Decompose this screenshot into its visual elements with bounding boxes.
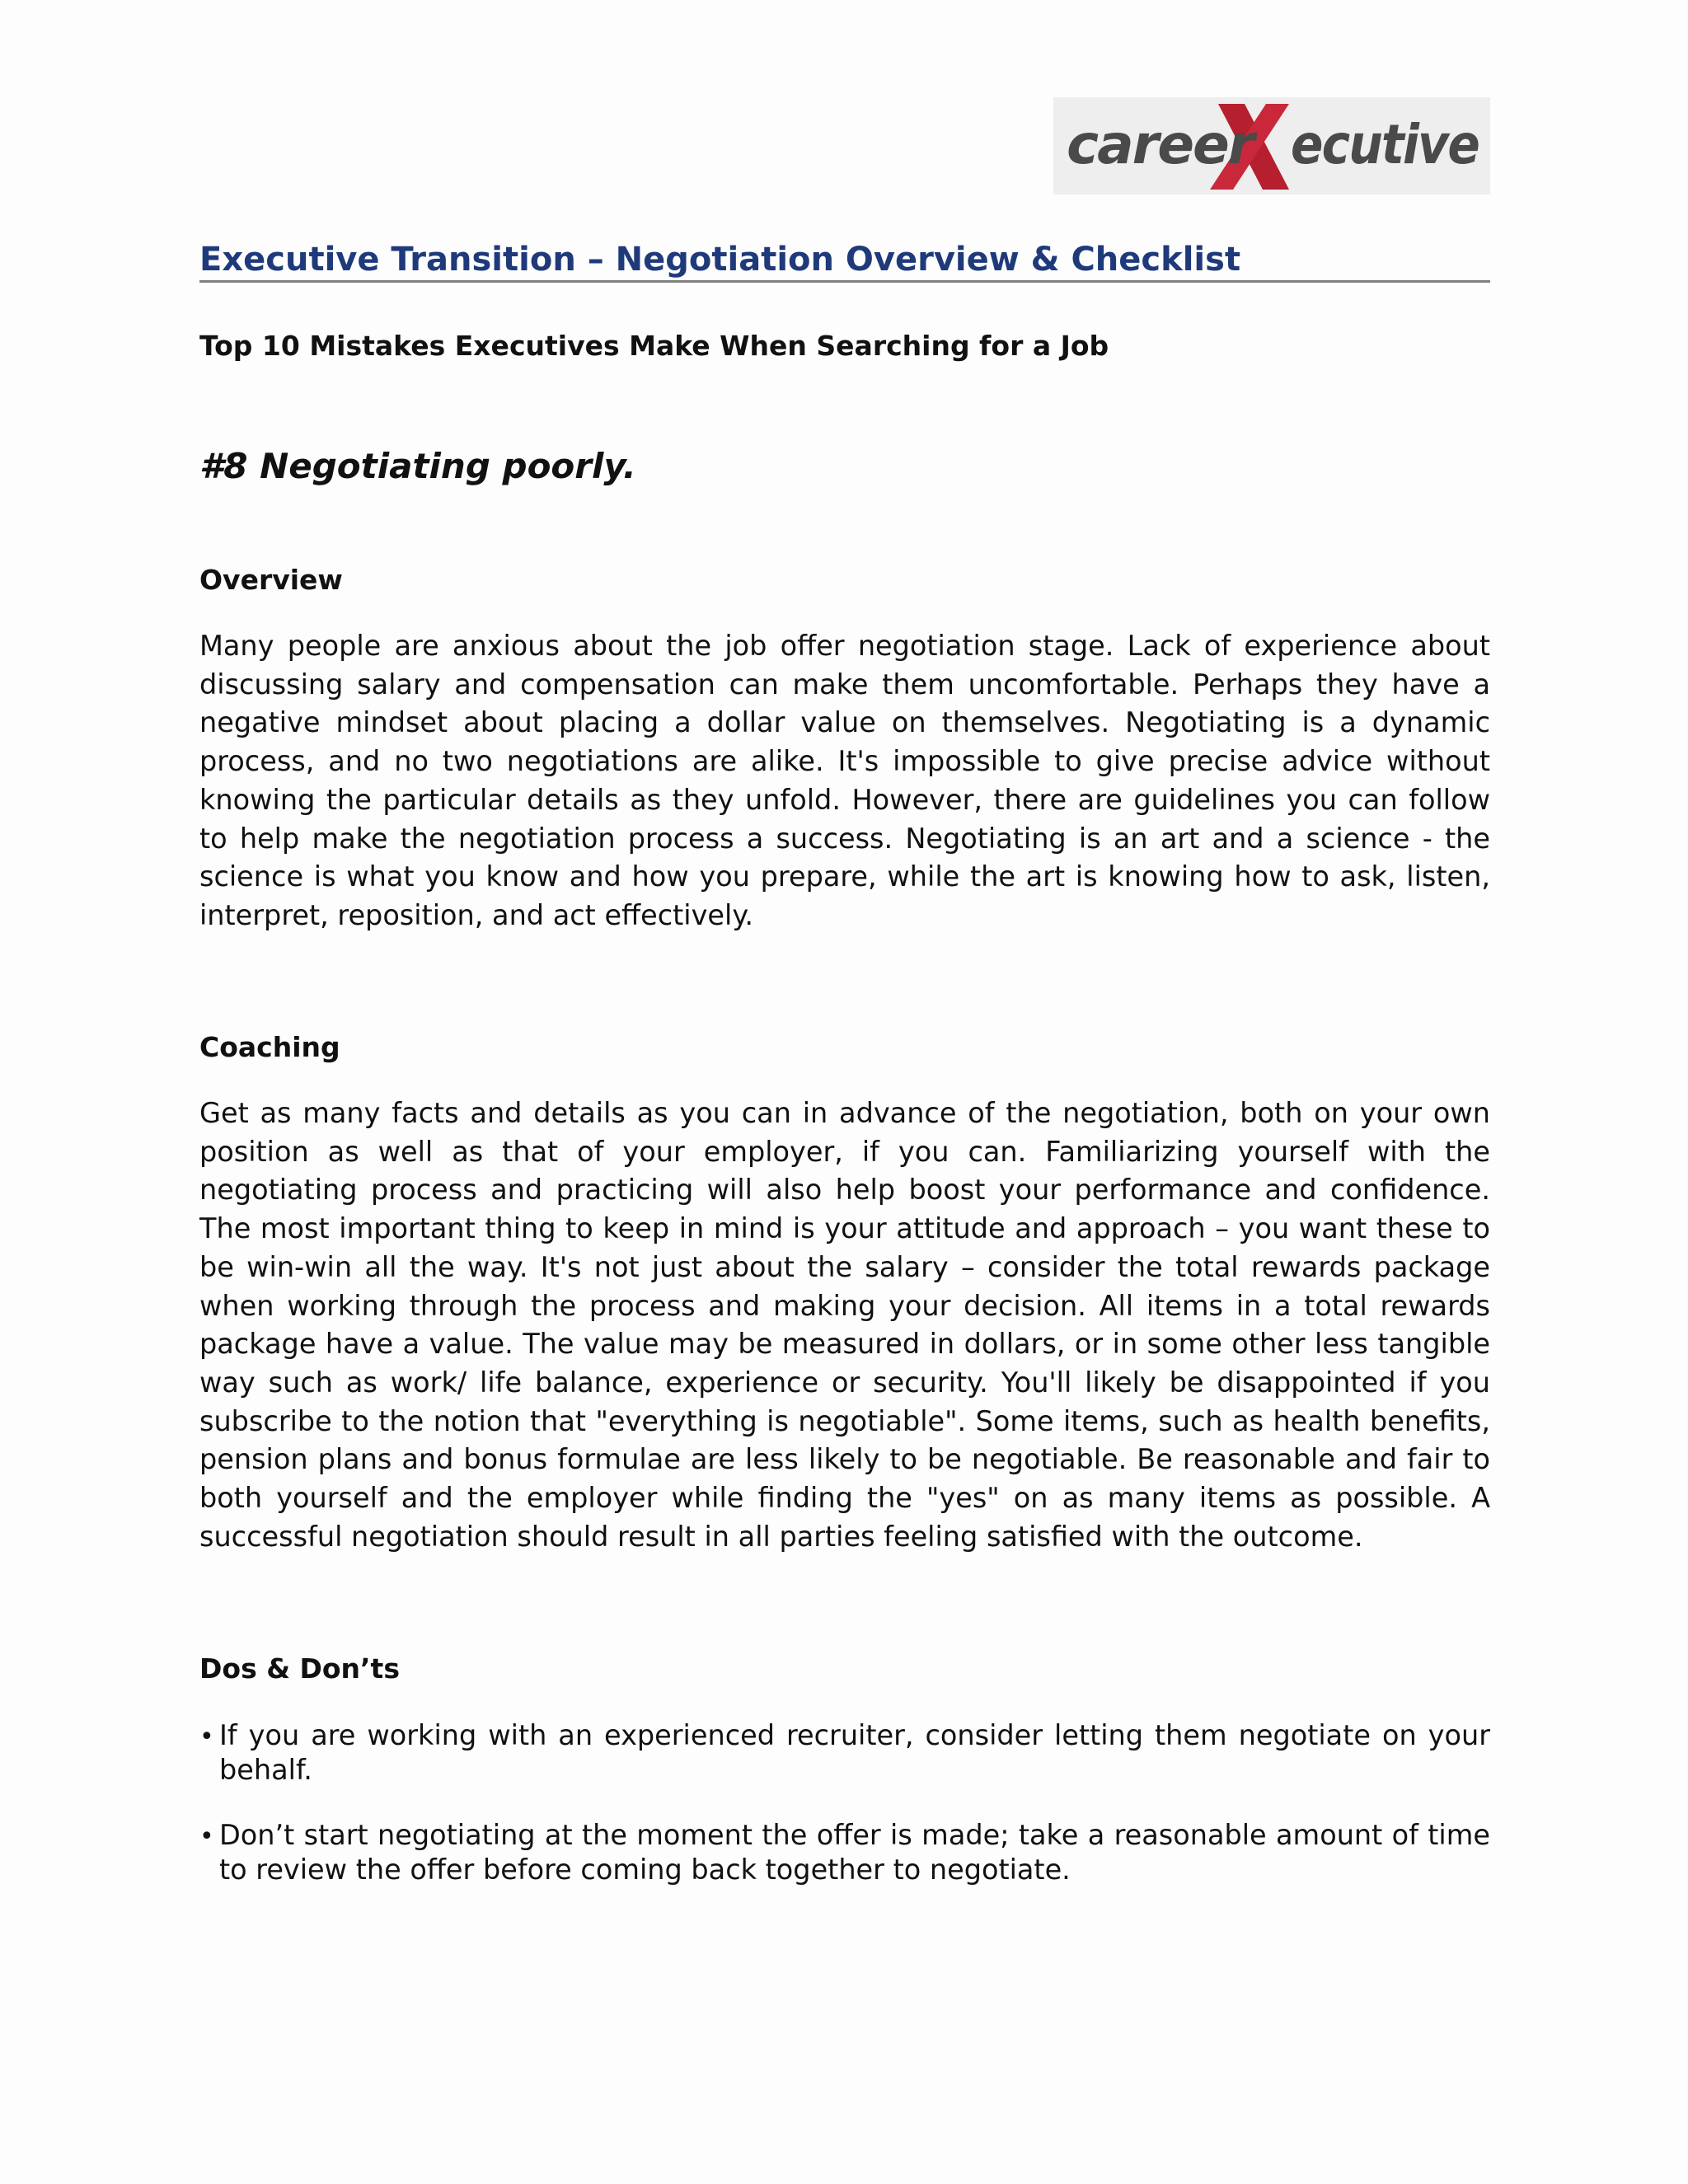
bullet-icon: • [199, 1822, 214, 1851]
title-divider [199, 280, 1490, 283]
list-item-text: If you are working with an experienced recruiter, consider letting them negotiate on your behalf. [219, 1719, 1490, 1786]
coaching-heading: Coaching [199, 1031, 340, 1063]
mistake-heading: #8 Negotiating poorly. [199, 446, 636, 486]
bullet-icon: • [199, 1722, 214, 1751]
logo-graphic [1053, 97, 1490, 194]
document-subtitle: Top 10 Mistakes Executives Make When Searching for a Job [199, 330, 1109, 362]
logo-text-ecutive: ecutive [1291, 113, 1479, 176]
coaching-paragraph: Get as many facts and details as you can in advance of the negotiation, both on your own position as well as that of your employer, if you can. Familiarizing yourself with the negotiating process and practicing will also help boost your performance and confidence. The most important thing to keep in mind is your attitude and approach – you want these to be win-win all the way. It's not just about the salary – consider the total rewards package when working through the process and making your decision. All items in a total rewards package have a value. The value may be measured in dollars, or in some other less tangible way such as work/ life balance, experience or security. You'll likely be disappointed if you subscribe to the notion that "everything is negotiable". Some items, such as health benefits, pension plans and bonus formulae are less likely to be negotiable. Be reasonable and fair to both yourself and the employer while finding the "yes" on as many items as possible. A successful negotiation should result in all parties feeling satisfied with the outcome. [199, 1097, 1490, 1553]
document-title: Executive Transition – Negotiation Overview & Checklist [199, 241, 1241, 279]
list-item-text: Don’t start negotiating at the moment the offer is made; take a reasonable amount of time to review the offer before coming back together to negotiate. [219, 1819, 1490, 1886]
list-item [199, 1818, 1490, 1887]
logo-text-career: career [1067, 113, 1254, 176]
list-item [199, 1718, 1490, 1788]
dos-donts-heading: Dos & Don’ts [199, 1652, 400, 1685]
overview-heading: Overview [199, 564, 343, 596]
careerxecutive-logo [1053, 97, 1490, 194]
overview-paragraph: Many people are anxious about the job offer negotiation stage. Lack of experience about discussing salary and compensation can make them uncomfortable. Perhaps they have a negative mindset about placing a dollar value on themselves. Negotiating is a dynamic process, and no two negotiations are alike. It's impossible to give precise advice without knowing the particular details as they unfold. However, there are guidelines you can follow to help make the negotiation process a success. Negotiating is an art and a science - the science is what you know and how you prepare, while the art is knowing how to ask, listen, interpret, reposition, and act effectively. [199, 630, 1490, 931]
